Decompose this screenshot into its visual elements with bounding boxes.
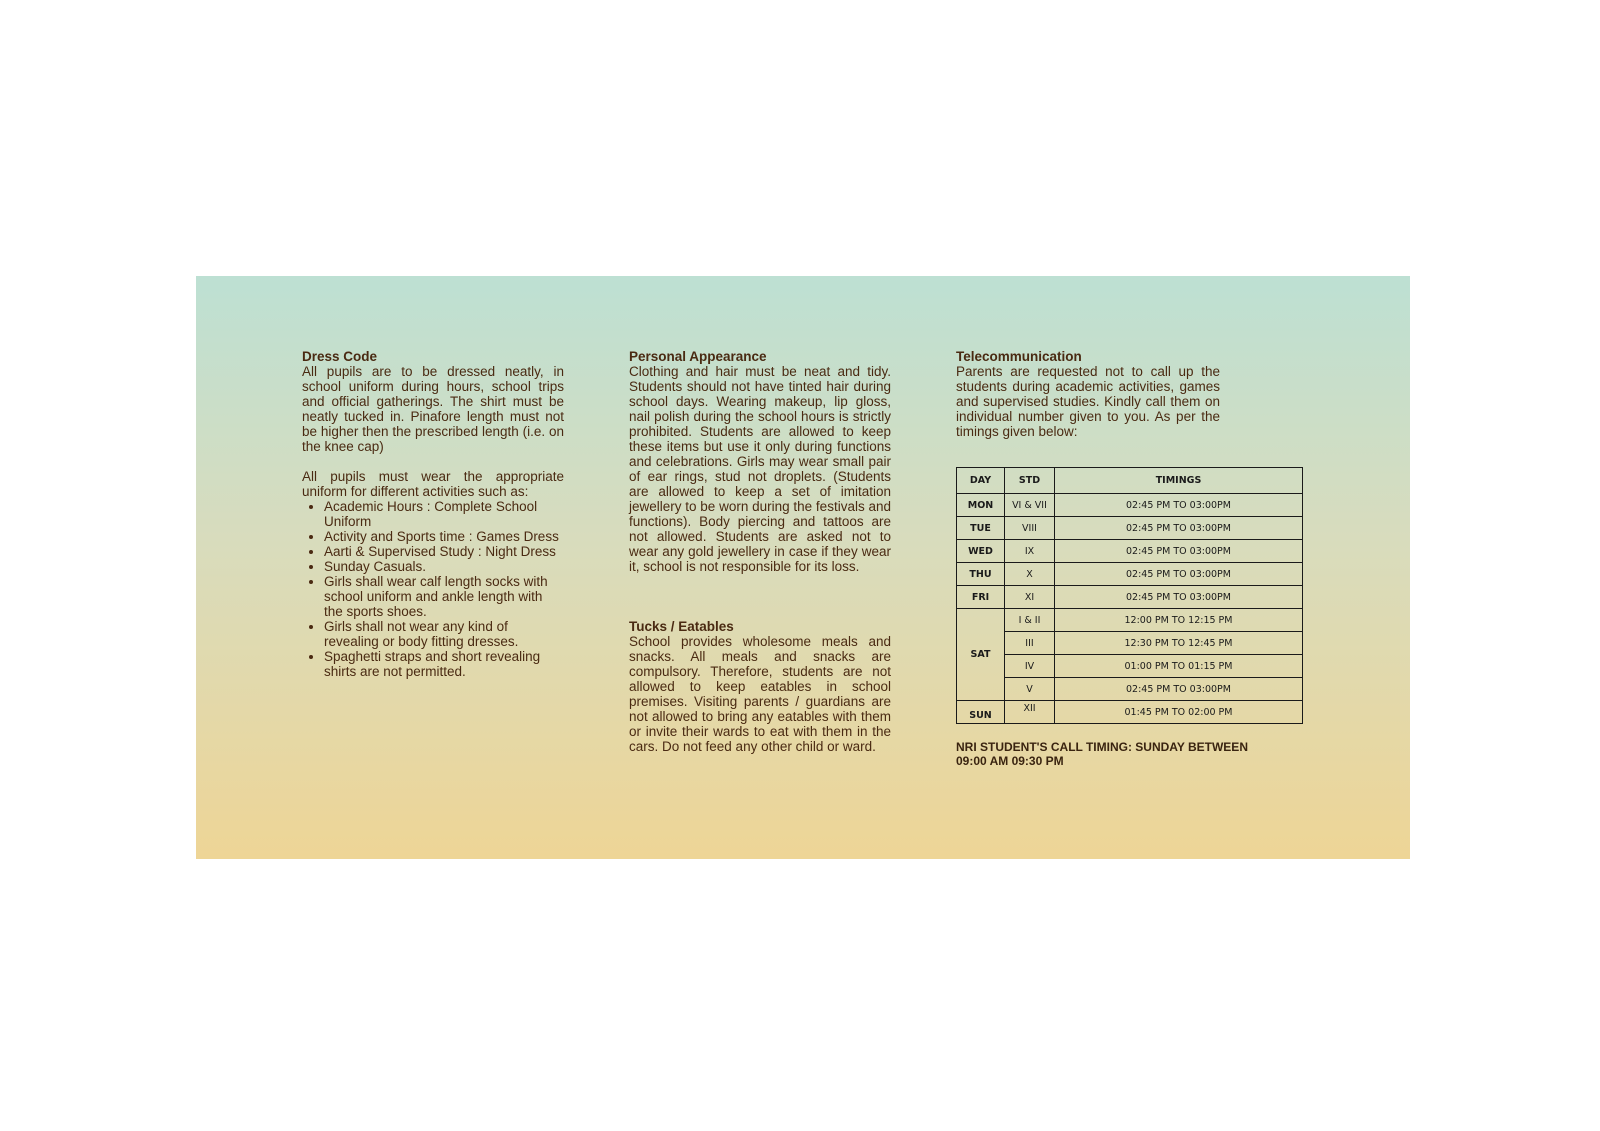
appearance-heading: Personal Appearance [629,349,767,364]
uniform-intro: All pupils must wear the appropriate uniform for different activities such as: [302,469,564,499]
std-cell: XII [1005,701,1055,724]
day-cell: SUN [957,701,1005,724]
time-cell: 02:45 PM TO 03:00PM [1055,678,1303,701]
day-cell: WED [957,540,1005,563]
list-item: • Girls shall not wear any kind of revealing or body fitting dresses. [324,619,564,649]
list-item: • Sunday Casuals. [324,559,564,574]
tucks-paragraph: School provides wholesome meals and snacks. All meals and snacks are compulsory. Therefore, students are not allowed to keep eatables in school premises. Visiting parents / guardians are not allowed to bring any eatables with them or invite their wards to eat with them in the cars. Do not feed any other child or ward. [629,634,891,754]
telecom-section [956,349,1306,768]
time-cell: 02:45 PM TO 03:00PM [1055,517,1303,540]
appearance-paragraph: Clothing and hair must be neat and tidy. Students should not have tinted hair during school days. Wearing makeup, lip gloss, nail polish during the school hours is strictly prohibited. Students are allowed to keep these items but use it only during functions and celebrations. Girls may wear small pair of ear rings, stud not droplets. (Students are allowed to keep a set of imitation jewellery to be worn during the festivals and functions). Body piercing and tattoos are not allowed. Students are asked not to wear any gold jewellery in case if they wear it, school is not responsible for its loss. [629,364,891,574]
nri-call-timing-note: NRI STUDENT'S CALL TIMING: SUNDAY BETWEEN 09:00 AM 09:30 PM [956,740,1248,768]
list-item: • Girls shall wear calf length socks with school uniform and ankle length with the sports shoes. [324,574,564,619]
std-cell: IX [1005,540,1055,563]
day-cell: THU [957,563,1005,586]
std-cell: III [1005,632,1055,655]
table-row [957,701,1303,724]
table-header-row [957,468,1303,494]
std-cell: IV [1005,655,1055,678]
time-cell: 02:45 PM TO 03:00PM [1055,540,1303,563]
table-row [957,494,1303,517]
day-cell: TUE [957,517,1005,540]
time-cell: 12:00 PM TO 12:15 PM [1055,609,1303,632]
std-cell: VIII [1005,517,1055,540]
time-cell: 01:45 PM TO 02:00 PM [1055,701,1303,724]
brochure-panel [196,276,1410,859]
uniform-list [302,499,564,679]
appearance-section [629,349,891,754]
list-item: • Activity and Sports time : Games Dress [324,529,564,544]
day-cell: FRI [957,586,1005,609]
call-timings-table [956,467,1303,724]
time-cell: 01:00 PM TO 01:15 PM [1055,655,1303,678]
table-row [957,609,1303,632]
std-cell: XI [1005,586,1055,609]
tucks-section [629,619,891,754]
telecom-heading: Telecommunication [956,349,1082,364]
std-cell: X [1005,563,1055,586]
header-std: STD [1005,468,1055,494]
header-timings: TIMINGS [1055,468,1303,494]
time-cell: 02:45 PM TO 03:00PM [1055,563,1303,586]
dress-code-section [302,349,564,679]
day-cell: MON [957,494,1005,517]
tucks-heading: Tucks / Eatables [629,619,734,634]
day-cell: SAT [957,609,1005,701]
list-item: • Aarti & Supervised Study : Night Dress [324,544,564,559]
std-cell: I & II [1005,609,1055,632]
std-cell: VI & VII [1005,494,1055,517]
table-row [957,540,1303,563]
table-row [957,632,1303,655]
time-cell: 02:45 PM TO 03:00PM [1055,586,1303,609]
table-row [957,655,1303,678]
telecom-paragraph: Parents are requested not to call up the students during academic activities, games and supervised studies. Kindly call them on individual number given to you. As per the timings given below: [956,364,1220,439]
table-row [957,517,1303,540]
time-cell: 12:30 PM TO 12:45 PM [1055,632,1303,655]
time-cell: 02:45 PM TO 03:00PM [1055,494,1303,517]
list-item: • Spaghetti straps and short revealing shirts are not permitted. [324,649,564,679]
table-row [957,678,1303,701]
dress-code-heading: Dress Code [302,349,378,364]
std-cell: V [1005,678,1055,701]
dress-code-paragraph: All pupils are to be dressed neatly, in school uniform during hours, school trips and official gatherings. The shirt must be neatly tucked in. Pinafore length must not be higher then the prescribed length (i.e. on the knee cap) [302,364,564,454]
list-item: • Academic Hours : Complete School Uniform [324,499,564,529]
table-row [957,563,1303,586]
table-row [957,586,1303,609]
header-day: DAY [957,468,1005,494]
